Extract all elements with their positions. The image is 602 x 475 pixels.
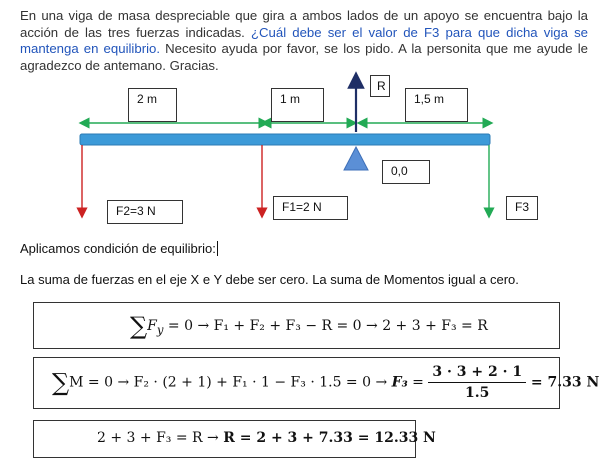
dimension-label-3: 1,5 m — [405, 88, 468, 122]
eq2-result: = 7.33 N — [526, 374, 600, 391]
equilibrium-condition-text: Aplicamos condición de equilibrio: — [20, 241, 216, 256]
equation-forces — [130, 312, 488, 340]
equation-reaction — [97, 430, 436, 446]
force-f1-label: F1=2 N — [273, 196, 348, 220]
sigma-symbol: ∑ — [130, 312, 148, 340]
dimension-label-2: 1 m — [271, 88, 324, 122]
eq2-result-var: F₃ — [391, 374, 408, 391]
support-label: 0,0 — [382, 160, 430, 184]
text-cursor — [217, 241, 218, 256]
eq3-lhs: 2 + 3 + F₃ = R → — [97, 430, 224, 446]
question-intro: En una viga de masa despreciable que gira a ambos lados de un apoyo se encuentra bajo la acción de las tres fuerzas indicadas. — [20, 8, 588, 40]
force-f3-label: F3 — [506, 196, 538, 220]
eq2-denominator: 1.5 — [465, 385, 490, 401]
eq2-eq-sign: = — [407, 374, 429, 391]
eq2-lhs: M = 0 → F₂ · (2 + 1) + F₁ · 1 − F₃ · 1.5 = 0 → — [69, 374, 392, 391]
eq2-numerator: 3 · 3 + 2 · 1 — [428, 364, 526, 383]
equation-moments — [52, 364, 599, 401]
force-f2-label: F2=3 N — [107, 200, 183, 224]
eq1-lhs-sub: y — [156, 322, 164, 337]
support-triangle — [344, 147, 368, 170]
sigma-symbol: ∑ — [52, 368, 70, 397]
eq1-rest: = 0 → F₁ + F₂ + F₃ − R = 0 → 2 + 3 + F₃ = R — [163, 318, 488, 334]
eq3-result: R = 2 + 3 + 7.33 = 12.33 N — [223, 430, 436, 446]
eq1-lhs: F — [147, 318, 157, 334]
reaction-label: R — [370, 75, 390, 97]
beam — [80, 134, 490, 145]
question-request: Necesito ayuda por favor, se los pido. A la personita que me ayude le agradezco de antemano. Gracias. — [20, 41, 588, 73]
question-main: ¿Cuál debe ser el valor de F3 para que dicha viga se mantenga en equilibrio. — [20, 24, 588, 56]
dimension-label-1: 2 m — [128, 88, 177, 122]
eq2-fraction — [428, 364, 526, 401]
equilibrium-rules-text: La suma de fuerzas en el eje X e Y debe ser cero. La suma de Momentos igual a cero. — [20, 272, 519, 287]
